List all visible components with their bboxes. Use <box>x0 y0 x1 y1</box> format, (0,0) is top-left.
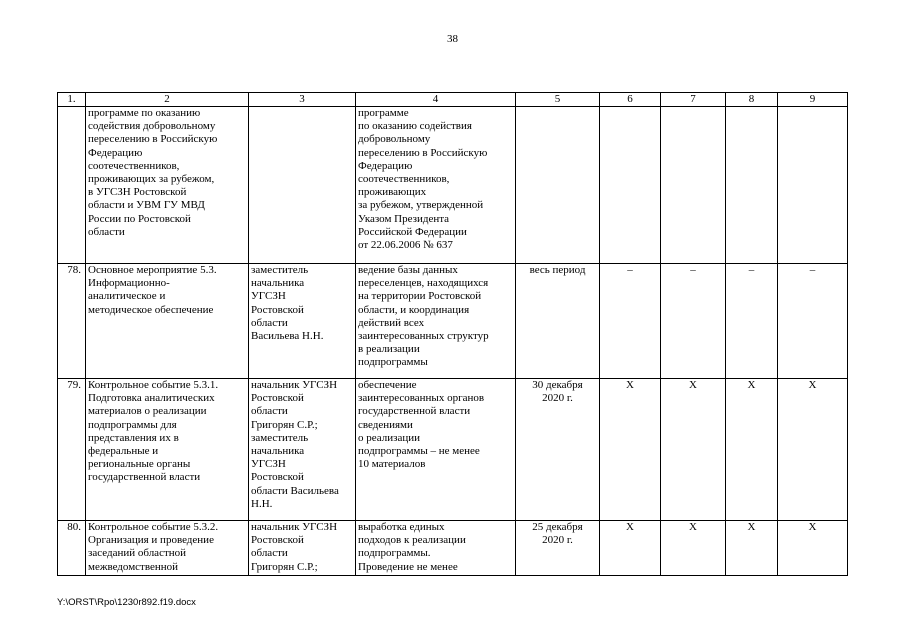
row-number: 79. <box>58 379 86 521</box>
period: 25 декабря 2020 г. <box>516 521 600 576</box>
cell-9: Х <box>778 521 848 576</box>
row-number: 78. <box>58 264 86 379</box>
header-cell-result: 4 <box>356 93 516 107</box>
period <box>516 107 600 264</box>
header-cell-6: 6 <box>600 93 661 107</box>
table-row <box>58 264 848 379</box>
row-number: 80. <box>58 521 86 576</box>
header-cell-num: 1. <box>58 93 86 107</box>
header-cell-name: 2 <box>86 93 249 107</box>
cell-9: – <box>778 264 848 379</box>
expected-result: обеспечение заинтересованных органов государственной власти сведениями о реализации подпрограммы – не менее 10 материалов <box>356 379 516 521</box>
event-name: Основное мероприятие 5.3. Информационно- аналитическое и методическое обеспечение <box>86 264 249 379</box>
cell-7: Х <box>661 379 726 521</box>
cell-8: Х <box>726 521 778 576</box>
file-path-footer: Y:\ORST\Rpo\1230r892.f19.docx <box>57 597 196 608</box>
executor: заместитель начальника УГСЗН Ростовской области Васильева Н.Н. <box>249 264 356 379</box>
header-cell-9: 9 <box>778 93 848 107</box>
row-number <box>58 107 86 264</box>
cell-6 <box>600 107 661 264</box>
event-name: программе по оказанию содействия добровольному переселению в Российскую Федерацию соотечественников, проживающих за рубежом, в УГСЗН Ростовской области и УВМ ГУ МВД России по Ростовской области <box>86 107 249 264</box>
cell-9 <box>778 107 848 264</box>
expected-result: ведение базы данных переселенцев, находящихся на территории Ростовской области, и координация действий всех заинтересованных структур в реализации подпрограммы <box>356 264 516 379</box>
header-row <box>58 93 848 107</box>
cell-9: Х <box>778 379 848 521</box>
executor: начальник УГСЗН Ростовской области Григорян С.Р.; заместитель начальника УГСЗН Ростовской области Васильева Н.Н. <box>249 379 356 521</box>
cell-8: – <box>726 264 778 379</box>
cell-7: Х <box>661 521 726 576</box>
cell-6: Х <box>600 521 661 576</box>
cell-6: Х <box>600 379 661 521</box>
event-name: Контрольное событие 5.3.1. Подготовка аналитических материалов о реализации подпрограммы для представления их в федеральные и региональные органы государственной власти <box>86 379 249 521</box>
event-name: Контрольное событие 5.3.2. Организация и проведение заседаний областной межведомственной <box>86 521 249 576</box>
header-cell-8: 8 <box>726 93 778 107</box>
table-row <box>58 107 848 264</box>
period: 30 декабря 2020 г. <box>516 379 600 521</box>
cell-7: – <box>661 264 726 379</box>
cell-6: – <box>600 264 661 379</box>
plan-table <box>57 92 848 576</box>
cell-8 <box>726 107 778 264</box>
header-cell-executor: 3 <box>249 93 356 107</box>
period: весь период <box>516 264 600 379</box>
table-row <box>58 521 848 576</box>
page-number: 38 <box>447 33 458 45</box>
cell-8: Х <box>726 379 778 521</box>
header-cell-period: 5 <box>516 93 600 107</box>
executor <box>249 107 356 264</box>
expected-result: программе по оказанию содействия добровольному переселению в Российскую Федерацию соотечественников, проживающих за рубежом, утвержденной Указом Президента Российской Федерации от 22.06.2006 № 637 <box>356 107 516 264</box>
expected-result: выработка единых подходов к реализации подпрограммы. Проведение не менее <box>356 521 516 576</box>
header-cell-7: 7 <box>661 93 726 107</box>
cell-7 <box>661 107 726 264</box>
executor: начальник УГСЗН Ростовской области Григорян С.Р.; <box>249 521 356 576</box>
table-row <box>58 379 848 521</box>
